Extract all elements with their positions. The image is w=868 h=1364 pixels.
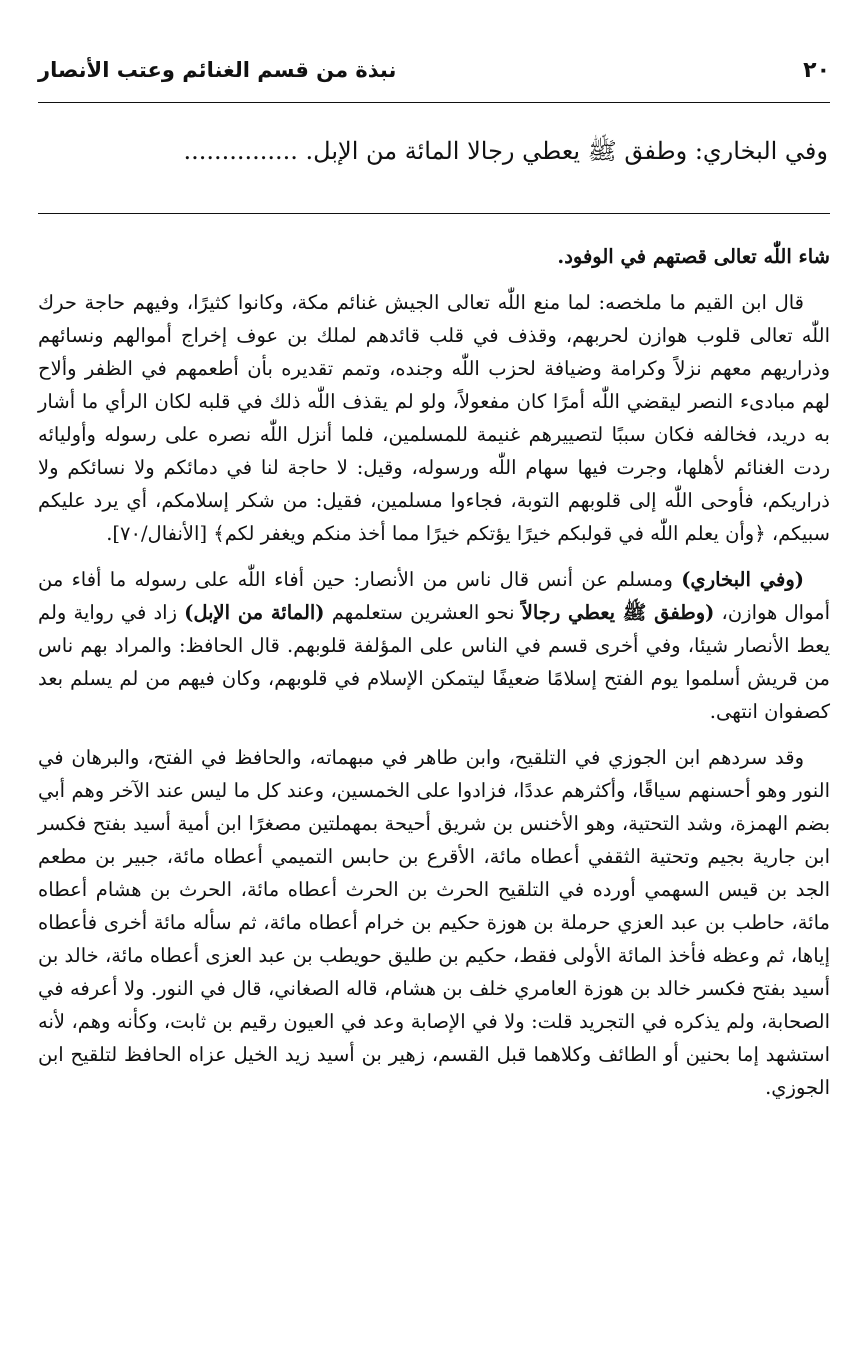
running-head	[38, 50, 830, 90]
matn-text: وفي البخاري: وطفق ﷺ يعطي رجالا المائة من الإبل. ...............	[183, 137, 828, 165]
quoted-matn: (وطفق ﷺ يعطي رجالاً	[521, 601, 715, 624]
commentary-paragraph: وقد سردهم ابن الجوزي في التلقيح، وابن طاهر في مبهماته، والحافظ في الفتح، والبرهان في النور وهو أحسنهم سياقًا، وأكثرهم عددًا، فزادوا على الخمسين، وعند كل ما ليس عند الآخر وهم أبي بضم الهمزة، وشد التحتية، وهو الأخنس بن شريق أحيحة بمهملتين مصغرًا ابن أمية أسيد بفتح فكسر ابن جارية بجيم وتحتية الثقفي أعطاه مائة، الأقرع بن حابس التميمي أعطاه مائة، جبير بن مطعم الجد بن قيس السهمي أورده في التلقيح الحرث بن الحرث أعطاه مائة، الحرث بن هشام أعطاه مائة، حاطب بن عبد العزي حرملة بن هوزة حكيم بن خرام أعطاه مائة، ثم سأله مائة أخرى فأعطاه إياها، ثم وعظه فأخذ المائة الأولى فقط، حكيم بن طليق حويطب بن عبد العزى أعطاه مائة، خالد بن أسيد بفتح فكسر خالد بن هوزة العامري خلف بن هشام، قاله الصغاني، قال في النور. ولا أعرفه في الصحابة، ولم يذكره في التجريد قلت: ولا في الإصابة وعد في العيون رقيم بن ثابت، وكأنه وهم، لأنه استشهد إما بحنين أو الطائف وكلاهما قبل القسم، زهير بن أسيد زيد الخيل عزاه الحافظ لتلقيح ابن الجوزي.	[38, 746, 830, 1099]
page-number: ٢٠	[803, 57, 830, 83]
commentary-body	[38, 240, 830, 1117]
quoted-matn: (وفي البخاري)	[681, 568, 804, 591]
commentary-paragraph: شاء اللّٰه تعالى قصتهم في الوفود.	[557, 245, 830, 268]
commentary-text: ومسلم عن أنس قال ناس من الأنصار: حين أفاء اللّٰه على رسوله ما أفاء من أموال هوازن،	[38, 568, 831, 624]
commentary-text: زاد في رواية ولم يعط الأنصار شيئا، وفي أخرى قسم في الناس على المؤلفة قلوبهم. قال الحافظ: والمراد بهم ناس من قريش أسلموا يوم الفتح إسلامًا ضعيفًا ليتمكن الإسلام في قلوبهم، وكان فيهم من لم يسلم بعد كصفوان انتهى.	[38, 601, 830, 723]
commentary-text: نحو العشرين ستعلمهم	[324, 601, 522, 624]
commentary-paragraph	[38, 563, 830, 728]
header-divider	[38, 102, 830, 103]
commentary-paragraph: قال ابن القيم ما ملخصه: لما منع اللّٰه تعالى الجيش غنائم مكة، وكانوا كثيرًا، وفيهم حاجة حرك اللّٰه تعالى قلوب هوازن لحربهم، وقذف في قلب قائدهم لملك بن عوف إخراج أموالهم ونسائهم وذراريهم معهم نزلاً وكرامة وضيافة لحزب اللّٰه وجنده، وتمم تقديره بأن أطعمهم في الظفر وألاح لهم مبادىء النصر ليقضي اللّٰه أمرًا كان مفعولاً، ولو لم يقذف اللّٰه ذلك في قلبه لكان الرأي ما أشار به دريد، فخالفه فكان سببًا لتصييرهم غنيمة للمسلمين، فلما أنزل اللّٰه نصره على رسوله وأوليائه ردت الغنائم لأهلها، وجرت فيها سهام اللّٰه ورسوله، وقيل: لا حاجة لنا في دمائكم ولا نسائكم ولا ذراريكم، فأوحى اللّٰه إلى قلوبهم التوبة، فجاءوا مسلمين، فقيل: من شكر إسلامكم، أي يرد عليكم سبيكم، ﴿وأن يعلم اللّٰه في قولبكم خيرًا يؤتكم خيرًا مما أخذ منكم ويغفر لكم﴾ [الأنفال/٧٠].	[38, 291, 830, 545]
quoted-matn: (المائة من الإبل)	[184, 601, 325, 624]
chapter-title: نبذة من قسم الغنائم وعتب الأنصار	[38, 58, 397, 82]
matn-divider	[38, 213, 830, 214]
